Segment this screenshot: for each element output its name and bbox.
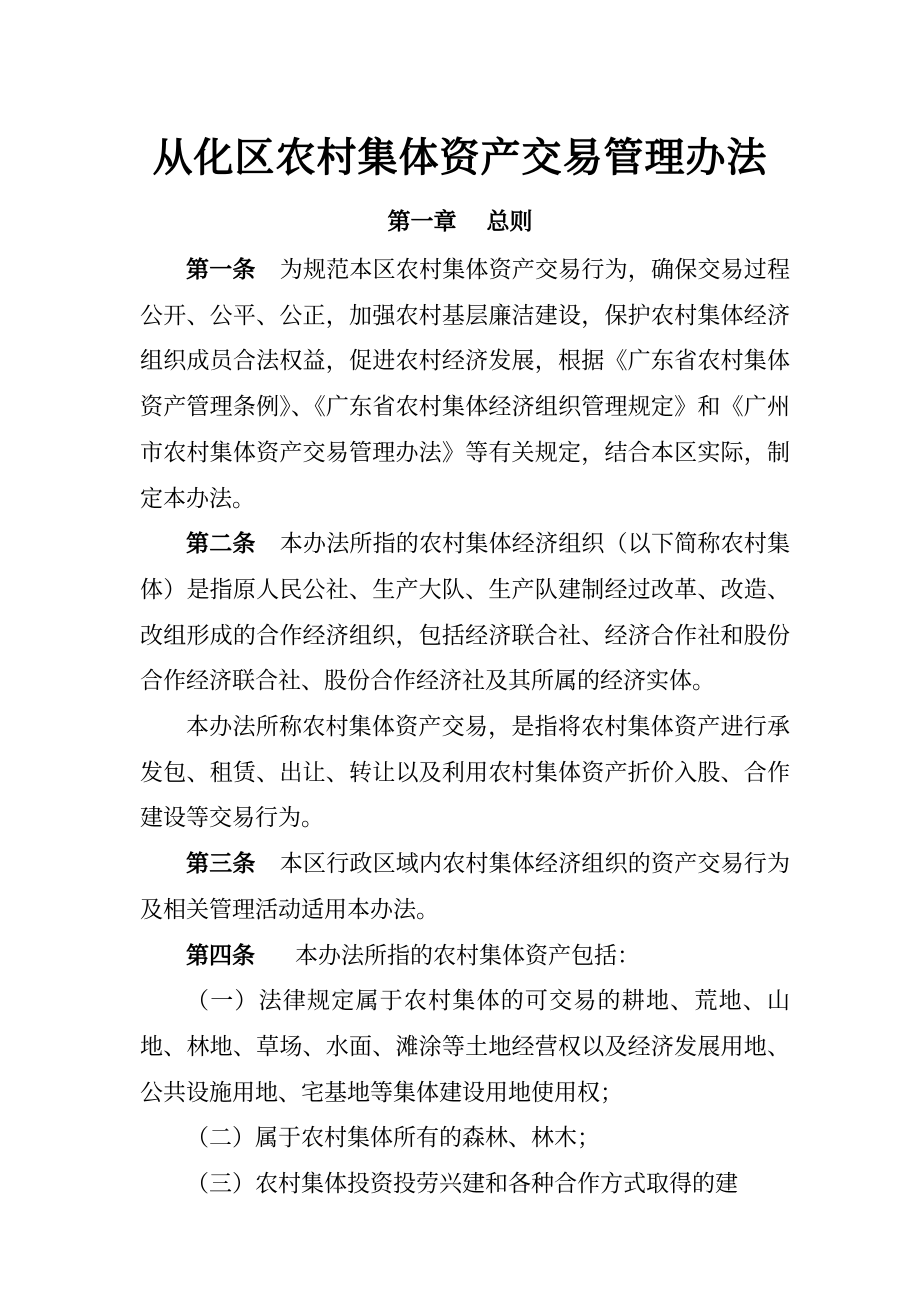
article-2 [140, 522, 790, 705]
article-label: 第一条 [186, 257, 256, 283]
document-body [140, 248, 790, 1208]
article-text: 本办法所指的农村集体经济组织（以下简称农村集体）是指原人民公社、生产大队、生产队建制经过改革、改造、改组形成的合作经济组织，包括经济联合社、经济合作社和股份合作经济联合社、股份合作经济社及其所属的经济实体。 [140, 531, 791, 695]
article-label: 第三条 [186, 851, 256, 878]
article-text: 本办法所指的农村集体资产包括： [295, 942, 640, 969]
article-1 [140, 248, 790, 522]
article-label: 第二条 [186, 531, 256, 558]
chapter-name: 总则 [486, 209, 533, 235]
article-2-paragraph-2: 本办法所称农村集体资产交易，是指将农村集体资产进行承发包、租赁、出让、转让以及利用农村集体资产折价入股、合作建设等交易行为。 [140, 714, 790, 832]
article-text: 本区行政区域内农村集体经济组织的资产交易行为及相关管理活动适用本办法。 [140, 851, 791, 923]
article-4 [140, 934, 790, 980]
article-text: 为规范本区农村集体资产交易行为，确保交易过程公开、公平、公正，加强农村基层廉洁建设，保护农村集体经济组织成员合法权益，促进农村经济发展，根据《广东省农村集体资产管理条例》、《广东省农村集体经济组织管理规定》和《广州市农村集体资产交易管理办法》等有关规定，结合本区实际，制定本办法。 [140, 257, 791, 512]
article-label: 第四条 [186, 942, 255, 969]
article-4-item-2: （二）属于农村集体所有的森林、林木； [186, 1125, 600, 1152]
article-4-item-1: （一）法律规定属于农村集体的可交易的耕地、荒地、山地、林地、草场、水面、滩涂等土地经营权以及经济发展用地、公共设施用地、宅基地等集体建设用地使用权； [140, 988, 790, 1106]
article-4-item-3: （三）农村集体投资投劳兴建和各种合作方式取得的建 [186, 1171, 738, 1198]
article-3 [140, 842, 790, 933]
document-title: 从化区农村集体资产交易管理办法 [152, 135, 768, 181]
chapter-heading [0, 202, 920, 242]
chapter-number: 第一章 [387, 209, 457, 235]
